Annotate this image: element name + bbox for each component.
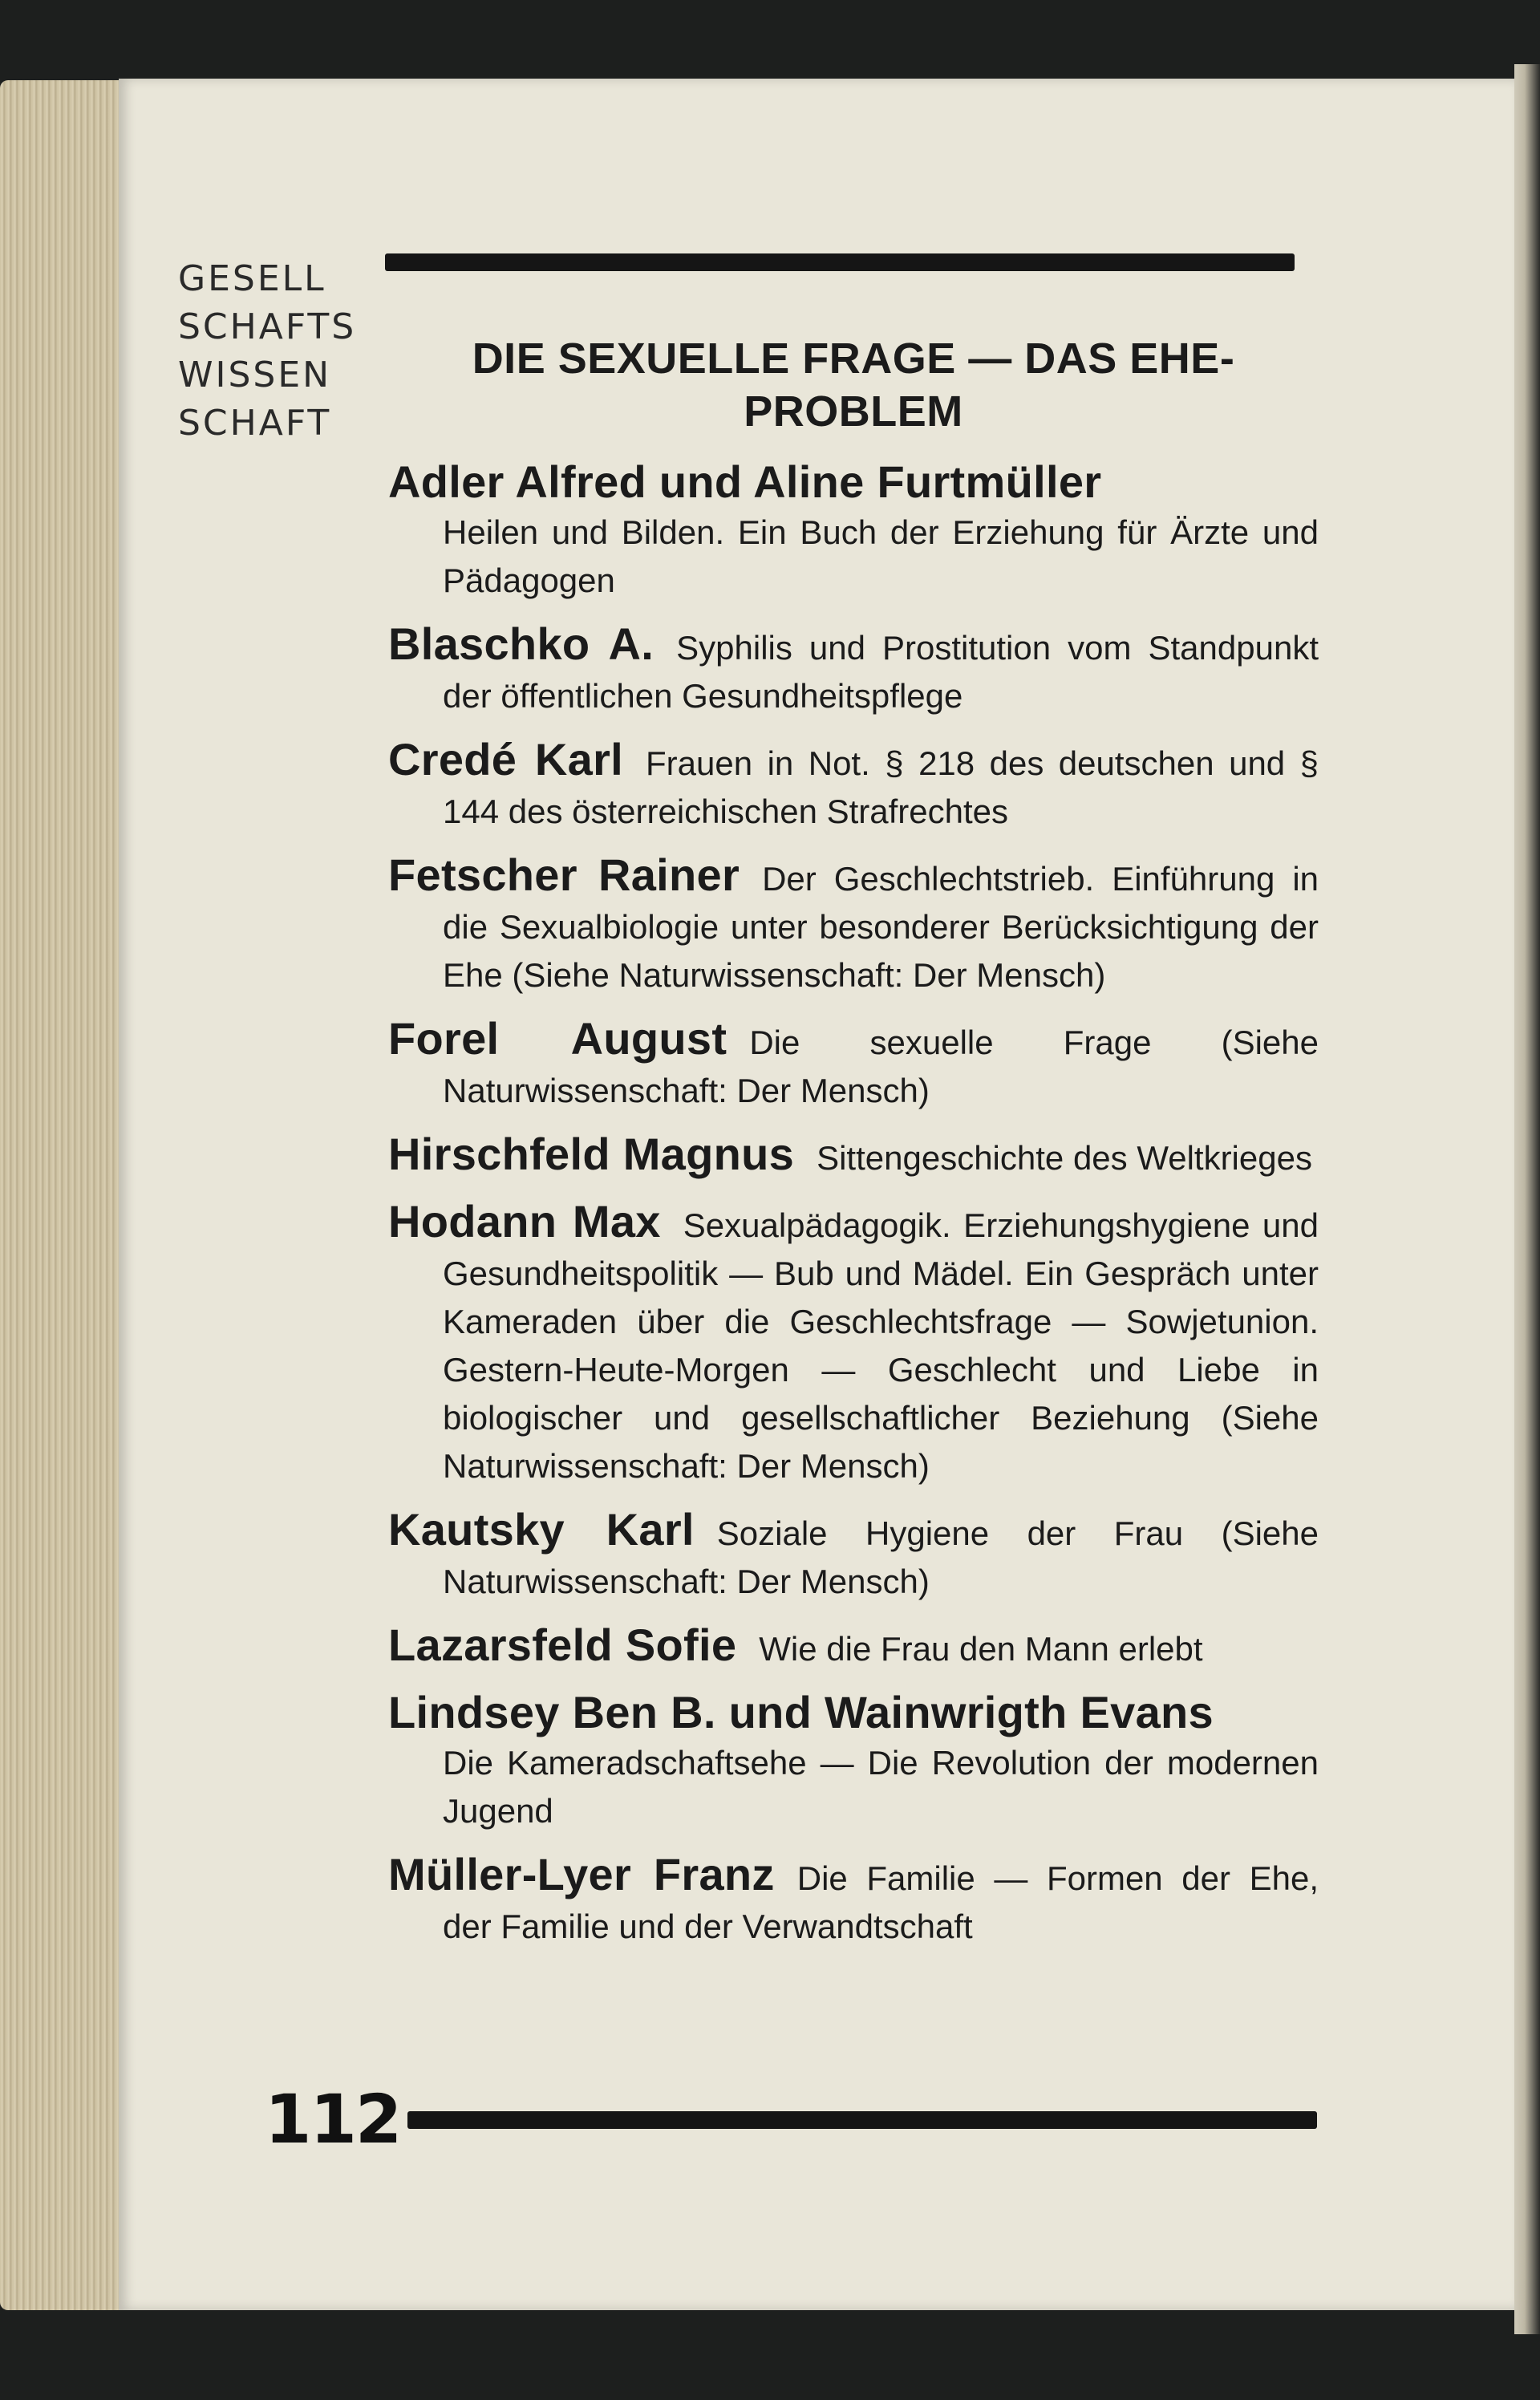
- entry-title: Sexualpädagogik. Erziehungshygiene und Gesundheitspolitik — Bub und Mädel. Ein Gespräch unter Kameraden über die Geschlechtsfrage — Sowjetunion. Gestern-Heute-Morgen — Geschlecht und Liebe in biologischer und gesellschaftlicher Beziehung (Siehe Naturwissenschaft: Der Mensch): [443, 1206, 1319, 1485]
- entry-title: Heilen und Bilden. Ein Buch der Erziehung für Ärzte und Pädagogen: [443, 513, 1319, 599]
- top-rule: [385, 253, 1295, 271]
- entry-title: Die Familie — Formen der Ehe, der Familie und der Verwandtschaft: [443, 1859, 1319, 1945]
- entry-author: Hirschfeld Magnus: [388, 1129, 795, 1179]
- entry-title: Soziale Hygiene der Frau (Siehe Naturwissenschaft: Der Mensch): [443, 1514, 1319, 1600]
- entry-author: Müller-Lyer Franz: [388, 1849, 775, 1899]
- category-label: [178, 255, 363, 448]
- entry-author: Blaschko A.: [388, 618, 654, 669]
- entry-author: Lazarsfeld Sofie: [388, 1620, 737, 1670]
- entry-author: Adler Alfred und Aline Furtmüller: [388, 456, 1102, 507]
- entry-author: Forel August: [388, 1013, 727, 1064]
- section-title: [388, 332, 1319, 438]
- entry-title: Die sexuelle Frage (Siehe Naturwissenschaft: Der Mensch): [443, 1024, 1319, 1109]
- bibliography-entry: [388, 1195, 1319, 1490]
- bibliography-entry: [388, 1619, 1319, 1673]
- entry-author: Lindsey Ben B. und Wainwrigth Evans: [388, 1687, 1214, 1737]
- book-right-edge: [1514, 64, 1540, 2334]
- section-title-line: DIE SEXUELLE FRAGE — DAS EHE-: [472, 334, 1235, 383]
- category-label-line: GESELL: [178, 258, 326, 299]
- book-page-edges: [0, 80, 120, 2310]
- category-label-line: WISSEN: [178, 355, 332, 395]
- bibliography-entry: [388, 1848, 1319, 1951]
- bibliography-entry: [388, 1686, 1319, 1835]
- entry-author: Credé Karl: [388, 734, 624, 784]
- category-label-line: SCHAFT: [178, 403, 332, 444]
- entry-title: Wie die Frau den Mann erlebt: [759, 1630, 1203, 1668]
- section-title-line: PROBLEM: [744, 387, 963, 436]
- entry-author: Kautsky Karl: [388, 1504, 695, 1555]
- entry-title: Frauen in Not. § 218 des deutschen und § 144 des österreichischen Strafrechtes: [443, 744, 1319, 830]
- entry-title: Syphilis und Prostitution vom Standpunkt der öffentlichen Gesundheitspflege: [443, 629, 1319, 715]
- bibliography-entry: [388, 1128, 1319, 1182]
- entry-title: Sittengeschichte des Weltkrieges: [817, 1139, 1312, 1177]
- entry-author: Hodann Max: [388, 1196, 661, 1247]
- bibliography-entry: [388, 849, 1319, 999]
- bibliography-entry: [388, 456, 1319, 605]
- bottom-rule: [407, 2111, 1317, 2129]
- page-content: [388, 332, 1319, 1964]
- bibliography-entry: [388, 1012, 1319, 1115]
- category-label-line: SCHAFTS: [178, 306, 357, 347]
- bibliography-entry: [388, 733, 1319, 836]
- page-number: 112: [265, 2080, 401, 2159]
- bibliography-entry: [388, 618, 1319, 720]
- bibliography-entry: [388, 1503, 1319, 1606]
- entry-title: Die Kameradschaftsehe — Die Revolution der modernen Jugend: [443, 1744, 1319, 1830]
- entry-author: Fetscher Rainer: [388, 849, 740, 900]
- entry-title: Der Geschlechtstrieb. Einführung in die Sexualbiologie unter besonderer Berücksichtigung der Ehe (Siehe Naturwissenschaft: Der Mensch): [443, 860, 1319, 994]
